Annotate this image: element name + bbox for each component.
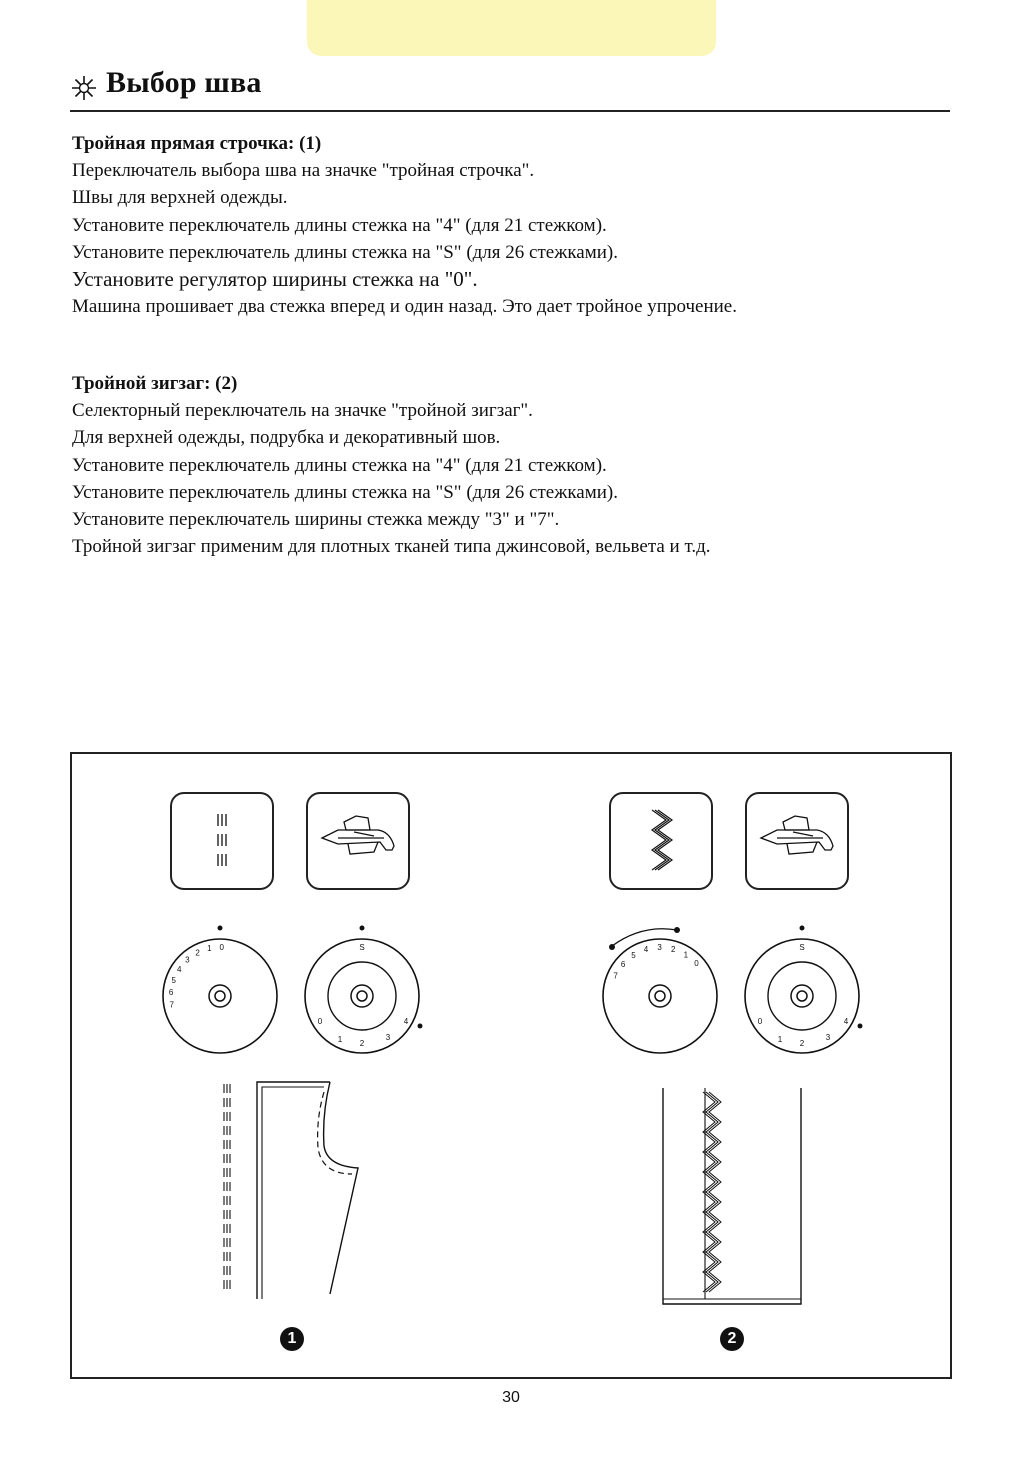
dial-mark: S (799, 943, 805, 952)
section-heading: Тройная прямая строчка: (1) (72, 133, 322, 154)
paragraph-line: Установите переключатель длины стежка на "S" (для 26 стежками). (72, 241, 618, 263)
figure-label-2: 2 (720, 1327, 744, 1351)
length-dial-2 (745, 926, 863, 1054)
dial-mark: 6 (620, 959, 626, 969)
paragraph-line: Установите переключатель ширины стежка между "3" и "7". (72, 509, 560, 531)
dial-mark: 4 (177, 964, 182, 974)
dial-mark: 4 (643, 945, 649, 955)
dial-mark: 4 (403, 1017, 409, 1026)
dial-mark: 2 (195, 948, 200, 958)
paragraph-line: Швы для верхней одежды. (72, 187, 288, 209)
dial-mark: 0 (219, 943, 224, 953)
figure-label-1: 1 (280, 1327, 304, 1351)
dial-mark: 7 (613, 971, 618, 981)
paragraph-line: Переключатель выбора шва на значке "тройная строчка". (72, 160, 535, 181)
page-number: 30 (502, 1389, 520, 1406)
sparkle-icon (70, 74, 98, 102)
dial-mark: 3 (657, 943, 662, 953)
fabric-illustration-2 (663, 1088, 801, 1304)
dial-mark: 1 (777, 1035, 783, 1044)
paragraph-line: Установите регулятор ширины стежка на "0". (72, 267, 478, 292)
presser-foot-box-1 (306, 792, 410, 890)
dial-mark: 0 (694, 959, 699, 969)
dial-mark: 1 (337, 1035, 343, 1044)
paragraph-line: Установите переключатель длины стежка на "4" (для 21 стежком). (72, 214, 607, 236)
paragraph-line: Селекторный переключатель на значке "тройной зигзаг". (72, 400, 533, 421)
dial-mark: 0 (317, 1017, 323, 1026)
dial-mark: 6 (168, 988, 174, 998)
title-row (70, 64, 950, 112)
width-dial-1 (163, 926, 277, 1054)
paragraph-line: Установите переключатель длины стежка на "4" (для 21 стежком). (72, 454, 607, 476)
triple-zigzag-stitch-icon (611, 794, 711, 888)
section-heading: Тройной зигзаг: (2) (72, 373, 238, 394)
dial-mark: 3 (185, 955, 190, 965)
stitch-figure (70, 752, 952, 1379)
triple-zigzag-pattern-box (609, 792, 713, 890)
dial-mark: 0 (757, 1017, 763, 1026)
triple-straight-pattern-box (170, 792, 274, 890)
dial-mark: 3 (385, 1033, 391, 1042)
dial-mark: 2 (359, 1039, 365, 1048)
page-title: Выбор шва (106, 66, 262, 99)
length-dial-1 (305, 926, 423, 1054)
dial-mark: 4 (843, 1017, 849, 1026)
dial-mark: 2 (799, 1039, 805, 1048)
paragraph-line: Установите переключатель длины стежка на "S" (для 26 стежками). (72, 481, 618, 503)
presser-foot-icon (747, 794, 847, 888)
dial-mark: 5 (631, 950, 636, 960)
presser-foot-icon (308, 794, 408, 888)
dial-mark: 1 (207, 944, 212, 954)
fabric-illustration-1 (224, 1082, 358, 1299)
paragraph-line: Для верхней одежды, подрубка и декоративный шов. (72, 427, 501, 449)
triple-straight-stitch-icon (172, 794, 272, 888)
width-dial-2 (603, 927, 717, 1053)
dial-mark: 3 (825, 1033, 831, 1042)
dial-mark: 7 (169, 1000, 174, 1010)
dial-mark: S (359, 943, 365, 952)
dial-mark: 1 (683, 950, 689, 960)
dial-mark: 5 (171, 975, 176, 985)
paragraph-line: Машина прошивает два стежка вперед и один назад. Это дает тройное упрочение. (72, 296, 737, 318)
section-triple-zigzag (72, 370, 952, 561)
section-triple-straight (72, 130, 952, 321)
dial-mark: 2 (671, 944, 676, 954)
presser-foot-box-2 (745, 792, 849, 890)
header-tab (307, 0, 716, 56)
paragraph-line: Тройной зигзаг применим для плотных тканей типа джинсовой, вельвета и т.д. (72, 536, 711, 558)
